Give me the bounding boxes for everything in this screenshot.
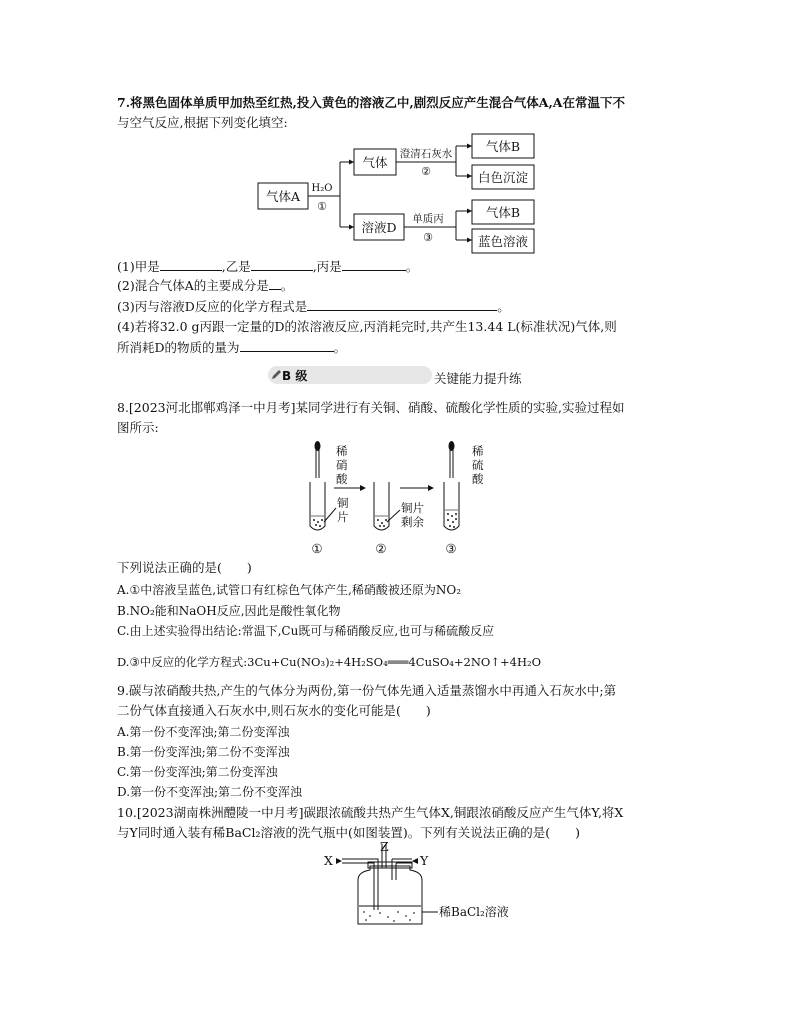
q9-option-c[interactable]: C.第一份变浑浊;第二份变浑浊	[117, 765, 278, 779]
copper1-char1: 铜	[337, 496, 349, 510]
q7-sub4-text: 所消耗D的物质的量为	[117, 340, 240, 355]
q9-line2: 二份气体直接通入石灰水中,则石灰水的变化可能是( )	[117, 703, 431, 718]
flow-upper: 气体	[362, 155, 388, 170]
q8-option-c[interactable]: C.由上述实验得出结论:常温下,Cu既可与稀硝酸反应,也可与稀硫酸反应	[117, 624, 495, 638]
q7-line2: 与空气反应,根据下列变化填空:	[117, 115, 288, 130]
q8-ask: 下列说法正确的是( )	[117, 560, 252, 575]
q7-sub4-line2	[117, 339, 346, 356]
tube-label-3: ③	[445, 541, 457, 556]
q8-line2: 图所示:	[117, 420, 159, 435]
q7-text1: 7.将黑色固体单质甲加热至红热,投入黄色的溶液乙中,剧烈反应产生混合气体A,A在常温下不	[117, 95, 626, 110]
banner-title: 关键能力提升练	[434, 371, 522, 386]
q7-sub2-text: (2)混合气体A的主要成分是	[117, 278, 269, 293]
flow-lower-arrow-bottom: ③	[423, 231, 433, 244]
q7-sub1	[117, 258, 418, 275]
q9-option-d[interactable]: D.第一份不变浑浊;第二份不变浑浊	[117, 785, 303, 799]
q7-sub1-c: ,丙是	[312, 259, 342, 274]
q9-line1: 9.碳与浓硝酸共热,产生的气体分为两份,第一份气体先通入适量蒸馏水中再通入石灰水中;第	[117, 683, 617, 698]
q7-flow-diagram	[250, 130, 550, 255]
q10-line2: 与Y同时通入装有稀BaCl₂溶液的洗气瓶中(如图装置)。下列有关说法正确的是( )	[117, 825, 580, 840]
q7-sub3-text: (3)丙与溶液D反应的化学方程式是	[117, 299, 308, 314]
answer-blank[interactable]	[269, 277, 281, 290]
q7-sub1-d: 。	[405, 259, 419, 274]
q9-option-b[interactable]: B.第一份变浑浊;第二份不变浑浊	[117, 745, 290, 759]
acid1-char1: 稀	[336, 444, 348, 458]
q7-sub1-a: (1)甲是	[117, 259, 160, 274]
acid2-char2: 硫	[472, 458, 484, 472]
q7-sub2-end: 。	[280, 278, 294, 293]
tube-label-1: ①	[311, 541, 323, 556]
q7-sub4-line1: (4)若将32.0 g丙跟一定量的D的浓溶液反应,丙消耗完时,共产生13.44 L(标准状况)气体,则	[117, 319, 617, 334]
q8-tube-figure	[290, 440, 510, 560]
label-x: X	[324, 853, 333, 868]
q7-line1	[117, 95, 625, 111]
copper2-line2: 剩余	[401, 515, 424, 529]
q10-line1: 10.[2023湖南株洲醴陵一中月考]碳跟浓硫酸共热产生气体X,铜跟浓硝酸反应产生气体Y,将X	[117, 805, 624, 820]
q8-option-d[interactable]: D.③中反应的化学方程式:3Cu+Cu(NO₃)₂+4H₂SO₄═══4CuSO₄+2NO↑+4H₂O	[117, 655, 542, 669]
pencil-icon	[270, 369, 282, 381]
answer-blank[interactable]	[240, 339, 334, 352]
banner-level: B 级	[282, 369, 308, 383]
flow-out4: 蓝色溶液	[477, 234, 529, 249]
flow-lower: 溶液D	[361, 220, 397, 235]
label-z: Z	[380, 839, 389, 854]
flow-upper-arrow-bottom: ②	[421, 165, 431, 178]
flow-out1: 气体B	[485, 139, 521, 154]
flow-out3: 气体B	[485, 205, 521, 220]
flow-arrow1-top: H₂O	[311, 183, 333, 194]
tube-label-2: ②	[375, 541, 387, 556]
q8-option-b[interactable]: B.NO₂能和NaOH反应,因此是酸性氧化物	[117, 604, 341, 618]
acid1-char2: 硝	[336, 458, 348, 472]
label-y: Y	[420, 853, 429, 868]
flow-start: 气体A	[265, 189, 301, 204]
flow-out2: 白色沉淀	[477, 170, 529, 185]
q7-sub3	[117, 298, 510, 315]
flow-lower-arrow-top: 单质丙	[412, 213, 444, 225]
acid2-char1: 稀	[472, 444, 484, 458]
answer-blank[interactable]	[251, 258, 313, 271]
answer-blank[interactable]	[160, 258, 222, 271]
acid1-char3: 酸	[336, 472, 348, 486]
q7-sub1-b: ,乙是	[221, 259, 251, 274]
q8-option-a[interactable]: A.①中溶液呈蓝色,试管口有红棕色气体产生,稀硝酸被还原为NO₂	[117, 583, 462, 597]
q9-option-a[interactable]: A.第一份不变浑浊;第二份变浑浊	[117, 725, 290, 739]
q10-wash-bottle-figure	[320, 839, 509, 930]
copper1-char2: 片	[337, 510, 349, 524]
q7-sub3-end: 。	[497, 299, 510, 314]
q7-sub2	[117, 277, 293, 294]
label-solution: 稀BaCl₂溶液	[439, 905, 509, 919]
flow-upper-arrow-top: 澄清石灰水	[399, 148, 453, 160]
flow-arrow1-bottom: ①	[317, 200, 327, 213]
acid2-char3: 酸	[472, 472, 484, 486]
answer-blank[interactable]	[307, 298, 497, 311]
q7-sub4-end: 。	[333, 340, 347, 355]
copper2-line1: 铜片	[401, 501, 424, 515]
answer-blank[interactable]	[342, 258, 406, 271]
q8-line1: 8.[2023河北邯郸鸡泽一中月考]某同学进行有关铜、硝酸、硫酸化学性质的实验,实验过程如	[117, 400, 625, 415]
